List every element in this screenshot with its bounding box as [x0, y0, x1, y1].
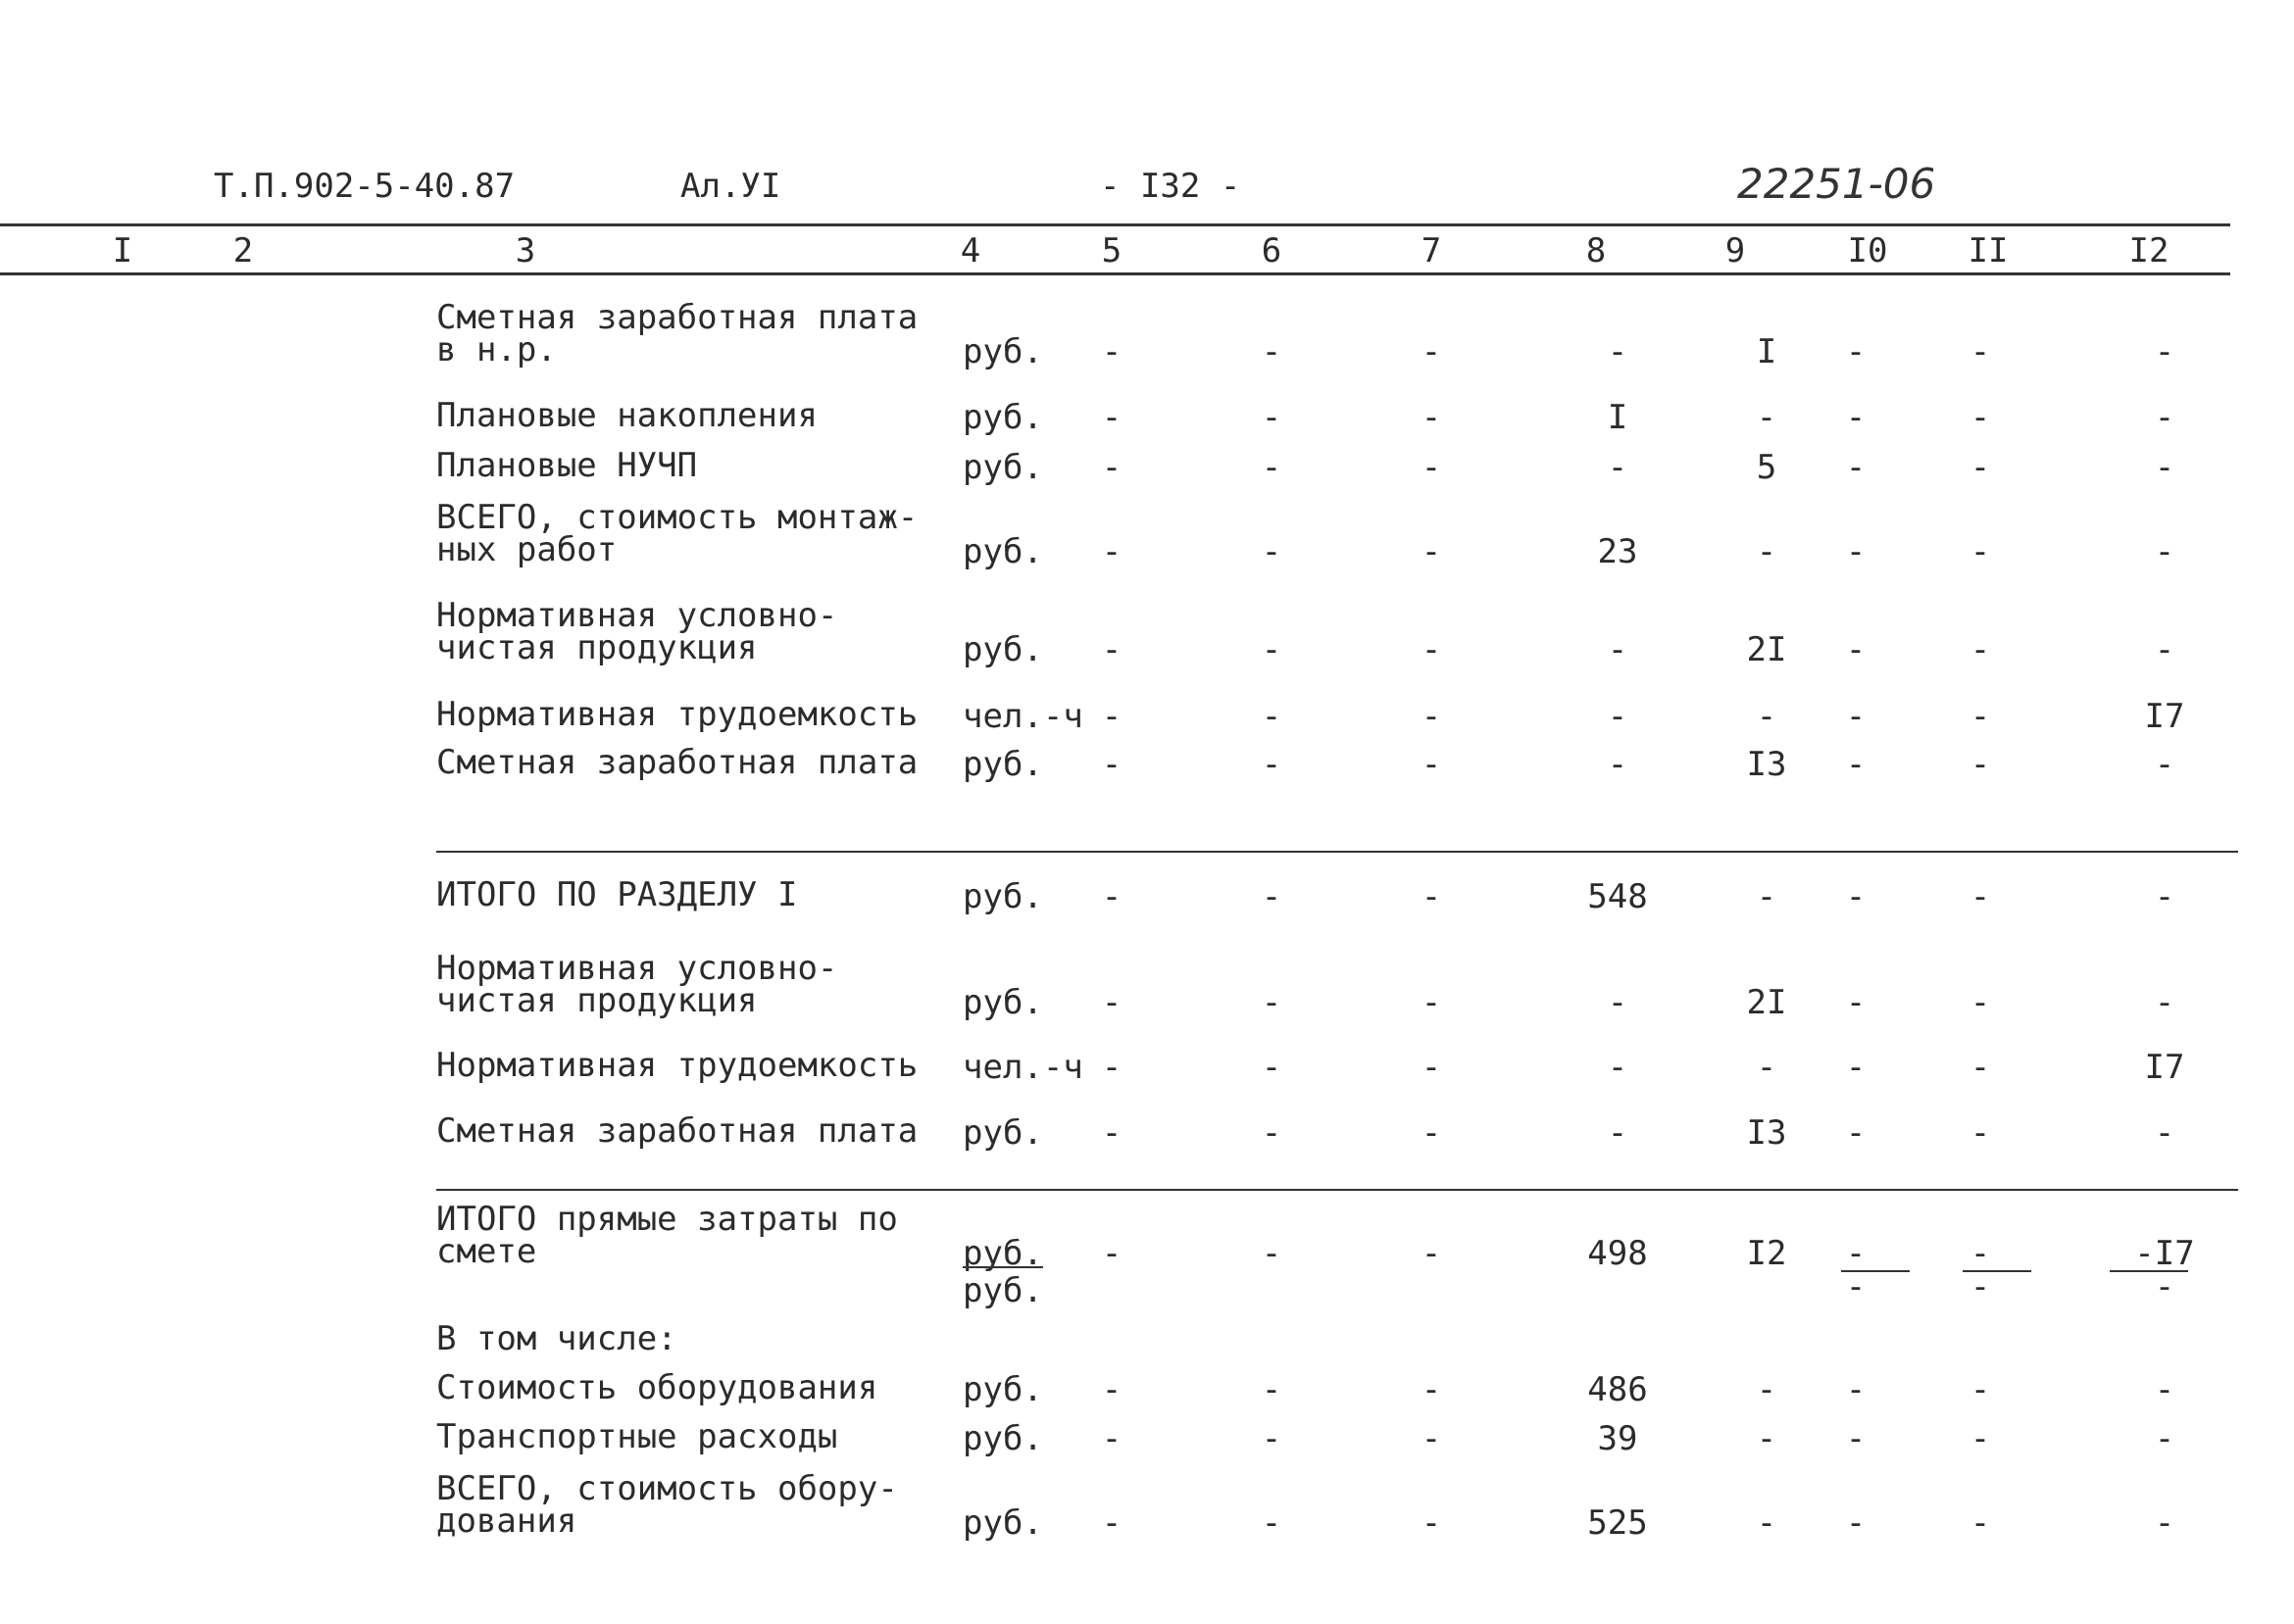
- row-value: -: [1970, 448, 1991, 487]
- row-value: -: [1101, 877, 1122, 916]
- row-value: -: [1845, 332, 1867, 371]
- row-value: -: [1607, 1113, 1628, 1153]
- row-value: -: [1970, 745, 1991, 784]
- row-value: 39: [1597, 1419, 1638, 1458]
- row-value: -: [1261, 697, 1282, 736]
- row-value: I2: [1746, 1234, 1787, 1273]
- total-underline: [1841, 1270, 1910, 1272]
- row-value: -: [2154, 1419, 2175, 1458]
- row-unit: руб.: [963, 532, 1043, 571]
- row-value: -: [1756, 1419, 1777, 1458]
- row-value: -: [1607, 697, 1628, 736]
- column-number: 4: [960, 231, 981, 271]
- row-value: -: [1845, 398, 1867, 437]
- row-value: I3: [1746, 745, 1787, 784]
- row-value: -I7: [2134, 1234, 2195, 1273]
- row-value: 498: [1587, 1234, 1648, 1273]
- row-value: -: [1101, 697, 1122, 736]
- row-value: -: [1845, 1234, 1867, 1273]
- row-value: I7: [2144, 697, 2185, 736]
- row-value: -: [1101, 1113, 1122, 1153]
- row-unit: руб.: [963, 448, 1043, 487]
- row-value: -: [1101, 1370, 1122, 1409]
- row-value: -: [2154, 630, 2175, 669]
- row-value: -: [1261, 745, 1282, 784]
- column-number: 7: [1421, 231, 1442, 271]
- row-value: -: [1756, 398, 1777, 437]
- row-value: -: [1261, 1234, 1282, 1273]
- page-number: - I32 -: [1100, 167, 1241, 206]
- column-number: 8: [1585, 231, 1607, 271]
- row-value: -: [1607, 1048, 1628, 1087]
- row-unit: чел.-ч: [963, 1048, 1083, 1087]
- row-value-secondary: -: [1845, 1267, 1867, 1306]
- row-value: -: [1421, 398, 1442, 437]
- row-value: I7: [2144, 1048, 2185, 1087]
- row-value: -: [1261, 877, 1282, 916]
- row-value: -: [1101, 1048, 1122, 1087]
- row-value: -: [1421, 877, 1442, 916]
- row-value: -: [1756, 1503, 1777, 1543]
- row-value: -: [1101, 983, 1122, 1022]
- column-number: II: [1968, 231, 2009, 271]
- row-unit: руб.: [963, 630, 1043, 669]
- row-value: -: [1421, 697, 1442, 736]
- row-value: -: [1421, 1113, 1442, 1153]
- row-value: -: [1970, 398, 1991, 437]
- row-unit: руб.: [963, 745, 1043, 784]
- row-description: Сметная заработная плата в н.р.: [436, 298, 919, 369]
- row-value: -: [2154, 448, 2175, 487]
- row-unit: руб.: [963, 332, 1043, 371]
- column-number: 5: [1101, 231, 1122, 271]
- row-value: -: [1970, 983, 1991, 1022]
- unit-underline: [963, 1266, 1043, 1268]
- row-unit: руб.: [963, 877, 1043, 916]
- row-value: 486: [1587, 1370, 1648, 1409]
- row-value: 525: [1587, 1503, 1648, 1543]
- row-value: -: [1421, 1419, 1442, 1458]
- row-value: -: [2154, 532, 2175, 571]
- column-number: 2: [232, 231, 254, 271]
- row-value: I3: [1746, 1113, 1787, 1153]
- row-value: -: [2154, 745, 2175, 784]
- section-rule: [436, 1189, 2238, 1191]
- row-value: -: [1101, 448, 1122, 487]
- column-number: I: [112, 231, 133, 271]
- row-value: -: [2154, 398, 2175, 437]
- row-value: -: [1970, 1048, 1991, 1087]
- row-value: -: [1101, 630, 1122, 669]
- column-number: 3: [515, 231, 536, 271]
- row-value: 2I: [1746, 630, 1787, 669]
- row-value: -: [1970, 1370, 1991, 1409]
- project-number: Т.П.902-5-40.87: [214, 167, 516, 206]
- row-unit: руб.: [963, 1419, 1043, 1458]
- row-value: -: [1261, 332, 1282, 371]
- row-value: -: [2154, 983, 2175, 1022]
- row-value: -: [1421, 630, 1442, 669]
- row-value: -: [1845, 1113, 1867, 1153]
- row-unit: руб.: [963, 983, 1043, 1022]
- column-number: 9: [1724, 231, 1746, 271]
- row-value: -: [1421, 1048, 1442, 1087]
- row-value: 5: [1756, 448, 1777, 487]
- row-value: -: [1261, 1113, 1282, 1153]
- row-description: Нормативная трудоемкость: [436, 695, 919, 734]
- row-value: -: [1101, 532, 1122, 571]
- row-value: -: [1101, 1419, 1122, 1458]
- row-value: -: [1756, 697, 1777, 736]
- row-value: -: [1421, 332, 1442, 371]
- row-value: -: [2154, 1503, 2175, 1543]
- row-value: 23: [1597, 532, 1638, 571]
- column-number: 6: [1261, 231, 1282, 271]
- row-value: -: [1261, 1419, 1282, 1458]
- row-value: -: [2154, 877, 2175, 916]
- row-value: -: [1261, 532, 1282, 571]
- row-description: Сметная заработная плата: [436, 743, 919, 782]
- row-description: Сметная заработная плата: [436, 1111, 919, 1151]
- row-value: -: [1970, 332, 1991, 371]
- row-value-secondary: -: [2154, 1267, 2175, 1306]
- row-description: Плановые накопления: [436, 396, 818, 435]
- row-value: 548: [1587, 877, 1648, 916]
- row-value: -: [1101, 398, 1122, 437]
- row-description: Стоимость оборудования: [436, 1368, 878, 1407]
- row-value: -: [1101, 1503, 1122, 1543]
- row-value: -: [1101, 1234, 1122, 1273]
- column-number: I2: [2128, 231, 2169, 271]
- row-value: -: [1421, 532, 1442, 571]
- row-value: -: [1845, 877, 1867, 916]
- row-unit: руб.: [963, 1234, 1043, 1273]
- row-unit-secondary: руб.: [963, 1271, 1043, 1310]
- row-value: -: [1261, 983, 1282, 1022]
- column-number: I0: [1847, 231, 1888, 271]
- row-value: -: [2154, 1113, 2175, 1153]
- row-value: I: [1756, 332, 1777, 371]
- row-value: I: [1607, 398, 1628, 437]
- row-value: -: [1607, 983, 1628, 1022]
- row-value: -: [1756, 532, 1777, 571]
- row-value: -: [1261, 1503, 1282, 1543]
- row-description: ВСЕГО, стоимость обору- дования: [436, 1469, 898, 1541]
- row-value: -: [1970, 1234, 1991, 1273]
- row-value: -: [1421, 448, 1442, 487]
- row-value: -: [1261, 1048, 1282, 1087]
- row-value: -: [1970, 877, 1991, 916]
- row-value: -: [2154, 1370, 2175, 1409]
- row-value: -: [1607, 448, 1628, 487]
- row-value: -: [1845, 983, 1867, 1022]
- section-rule: [436, 851, 2238, 853]
- row-unit: чел.-ч: [963, 697, 1083, 736]
- row-description: ИТОГО ПО РАЗДЕЛУ I: [436, 875, 798, 914]
- row-description: ИТОГО прямые затраты по смете: [436, 1200, 898, 1271]
- row-value: -: [1970, 1503, 1991, 1543]
- row-value: -: [1756, 1048, 1777, 1087]
- row-value: -: [1970, 1113, 1991, 1153]
- row-value: -: [1421, 745, 1442, 784]
- row-unit: руб.: [963, 1503, 1043, 1543]
- row-description: Плановые НУЧП: [436, 446, 698, 485]
- row-value: -: [1101, 745, 1122, 784]
- album-number: Ал.УI: [680, 167, 781, 206]
- row-value: -: [1845, 1048, 1867, 1087]
- row-value: -: [1421, 1503, 1442, 1543]
- total-underline: [1963, 1270, 2031, 1272]
- row-value: -: [1756, 877, 1777, 916]
- row-value: -: [1101, 332, 1122, 371]
- row-value: -: [1756, 1370, 1777, 1409]
- row-value: -: [1421, 1234, 1442, 1273]
- header-bottom-rule: [0, 272, 2230, 275]
- row-unit: руб.: [963, 398, 1043, 437]
- row-value: -: [1261, 398, 1282, 437]
- row-description: Транспортные расходы: [436, 1417, 838, 1456]
- row-value: -: [1845, 1419, 1867, 1458]
- row-value: -: [1607, 332, 1628, 371]
- row-value: -: [1607, 745, 1628, 784]
- row-value: -: [1970, 697, 1991, 736]
- row-value: -: [1970, 1419, 1991, 1458]
- row-value: -: [1421, 983, 1442, 1022]
- row-value: 2I: [1746, 983, 1787, 1022]
- row-value-secondary: -: [1970, 1267, 1991, 1306]
- row-value: -: [1845, 630, 1867, 669]
- row-value: -: [1261, 630, 1282, 669]
- row-value: -: [1845, 1370, 1867, 1409]
- row-description: Нормативная трудоемкость: [436, 1046, 919, 1085]
- row-description: В том числе:: [436, 1319, 677, 1358]
- row-value: -: [1845, 745, 1867, 784]
- row-value: -: [1845, 532, 1867, 571]
- total-underline: [2110, 1270, 2188, 1272]
- header-top-rule: [0, 223, 2230, 226]
- row-value: -: [1261, 448, 1282, 487]
- row-value: -: [1845, 697, 1867, 736]
- row-value: -: [1607, 630, 1628, 669]
- row-value: -: [2154, 332, 2175, 371]
- row-unit: руб.: [963, 1370, 1043, 1409]
- row-value: -: [1970, 532, 1991, 571]
- row-value: -: [1421, 1370, 1442, 1409]
- document-number: 22251-06: [1737, 160, 1936, 208]
- row-value: -: [1845, 448, 1867, 487]
- row-description: Нормативная условно- чистая продукция: [436, 596, 838, 667]
- row-value: -: [1970, 630, 1991, 669]
- row-description: ВСЕГО, стоимость монтаж- ных работ: [436, 498, 919, 569]
- row-value: -: [1845, 1503, 1867, 1543]
- row-description: Нормативная условно- чистая продукция: [436, 949, 838, 1020]
- row-unit: руб.: [963, 1113, 1043, 1153]
- row-value: -: [1261, 1370, 1282, 1409]
